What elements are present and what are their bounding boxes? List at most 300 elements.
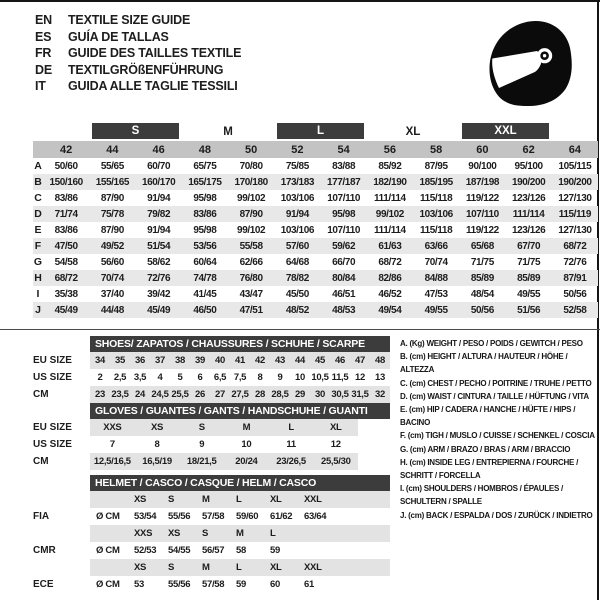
numeric-size: 56: [367, 141, 413, 158]
helmet-size-value: 57/58: [202, 579, 225, 590]
measure-value: 67/70: [506, 238, 552, 254]
size-value: 36: [130, 352, 150, 369]
measure-value: 190/200: [506, 174, 552, 190]
size-value: M: [224, 419, 269, 436]
size-value: 24: [130, 386, 150, 403]
measure-value: 55/58: [228, 238, 274, 254]
measure-value: 182/190: [367, 174, 413, 190]
measure-row-letter: C: [34, 192, 42, 204]
gloves-row: [33, 453, 390, 470]
size-value: 11,5: [331, 372, 349, 383]
size-value: 48: [370, 352, 390, 369]
helmet-size-table: [33, 491, 390, 593]
measure-value: 107/110: [459, 206, 505, 222]
legend-item: H. (cm) INSIDE LEG / ENTREPIERNA / FOURCHE / SCHRITT / FORCELLA: [400, 457, 579, 481]
helmet-size-value: 59: [236, 579, 246, 590]
size-value: 35: [110, 352, 130, 369]
size-value: 39: [190, 352, 210, 369]
measure-value: 87/90: [100, 224, 124, 236]
row-label: [33, 525, 90, 542]
legend-item: D. (cm) WAIST / CINTURA / TAILLE / HÜFTUNG / VITA: [400, 391, 589, 401]
measure-value: 107/110: [327, 192, 361, 204]
size-value: 43: [270, 352, 290, 369]
measure-value: 72/76: [563, 256, 587, 268]
measure-row-letter: H: [34, 272, 42, 284]
measure-value: 64/68: [285, 256, 309, 268]
size-value: 32: [370, 386, 390, 403]
size-value: 18/21,5: [179, 453, 224, 470]
measure-value: 48/54: [470, 288, 494, 300]
size-value: XL: [313, 419, 358, 436]
helmet-row: [33, 559, 390, 576]
measure-value: 155/165: [89, 174, 135, 190]
measure-value: 76/80: [228, 270, 274, 286]
size-value: 27: [210, 386, 230, 403]
numeric-size: 62: [506, 141, 552, 158]
measure-value: 170/180: [228, 174, 274, 190]
measure-value: 103/106: [413, 206, 459, 222]
size-value: 28,5: [270, 386, 290, 403]
helmet-size-label: XXL: [298, 559, 332, 576]
language-code: ES: [35, 29, 52, 44]
numeric-size: 54: [321, 141, 367, 158]
shoes-row: [33, 369, 390, 386]
measure-value: 90/100: [468, 160, 497, 172]
measure-value: 87/90: [100, 192, 124, 204]
measure-row-letter: E: [34, 224, 42, 236]
measure-value: 50/56: [563, 288, 587, 300]
measure-value: 165/175: [182, 174, 228, 190]
legend-item: I. (cm) SHOULDERS / HOMBROS / ÉPAULES / SCHULTERN / SPALLE: [400, 484, 564, 507]
measure-value: 119/122: [465, 192, 499, 204]
measure-value: 49/55: [517, 288, 541, 300]
measure-value: 85/89: [506, 270, 552, 286]
measure-value: 95/100: [514, 160, 543, 172]
guide-title-it: GUIDA ALLE TAGLIE TESSILI: [68, 79, 238, 93]
measure-value: 115/118: [420, 224, 453, 236]
standard-label-ece: ECE: [33, 579, 54, 590]
measure-value: 91/94: [147, 192, 171, 204]
size-value: 28: [250, 386, 270, 403]
measure-value: 83/86: [54, 192, 78, 204]
measure-value: 123/126: [511, 224, 546, 236]
helmet-row: [33, 508, 390, 525]
size-value: 7,5: [233, 372, 247, 383]
numeric-size: 60: [459, 141, 505, 158]
measure-value: 43/47: [239, 288, 263, 300]
measure-value: 79/82: [136, 206, 182, 222]
measure-value: 55/65: [100, 160, 124, 172]
size-group-xxl: XXL: [462, 123, 549, 139]
size-value: 4: [157, 372, 163, 383]
measure-value: 71/75: [470, 256, 494, 268]
measure-value: 62/66: [239, 256, 263, 268]
measure-value: 44/48: [89, 302, 135, 318]
helmet-size-label: M: [230, 525, 264, 542]
measure-value: 65/75: [193, 160, 217, 172]
size-value: 26: [190, 386, 210, 403]
size-value: 44: [290, 352, 310, 369]
size-value: 9: [199, 439, 205, 450]
guide-title-de: TEXTILGRÖßENFÜHRUNG: [68, 62, 224, 77]
row-label: US SIZE: [33, 439, 72, 450]
helmet-size-value: 60: [270, 579, 280, 590]
helmet-size-label: XS: [128, 491, 162, 508]
size-value: 25,5: [170, 386, 190, 403]
helmet-size-value: 53: [134, 579, 144, 590]
language-row-fr: [35, 45, 241, 62]
row-filler: [332, 559, 390, 576]
measure-value: 111/114: [506, 206, 552, 222]
top-border-line: [0, 0, 600, 2]
size-value: 23,5: [110, 386, 130, 403]
measure-value: 75/78: [89, 206, 135, 222]
language-row-en: [35, 12, 241, 29]
measure-value: 47/51: [228, 302, 274, 318]
measure-value: 46/50: [182, 302, 228, 318]
size-value: 31,5: [350, 386, 370, 403]
measure-value: 41/45: [193, 288, 217, 300]
size-group-spacer: [552, 122, 598, 141]
measure-value: 65/68: [459, 238, 505, 254]
helmet-size-label: XL: [264, 491, 298, 508]
guide-title-en: TEXTILE SIZE GUIDE: [68, 13, 191, 27]
language-code: IT: [35, 79, 46, 93]
numeric-size-spacer: [33, 141, 43, 158]
measure-value: 48/52: [274, 302, 320, 318]
measure-row-letter: J: [33, 302, 43, 318]
measure-value: 83/88: [332, 160, 356, 172]
gloves-row: [33, 436, 390, 453]
helmet-row: [33, 542, 390, 559]
measure-value: 70/74: [424, 256, 448, 268]
language-row-de: [35, 62, 241, 79]
size-group-xl: XL: [405, 125, 421, 138]
numeric-size: 46: [136, 141, 182, 158]
standard-label-fia: FIA: [33, 511, 50, 522]
measure-value: 56/60: [100, 256, 124, 268]
helmet-size-label: L: [230, 491, 264, 508]
size-value: 46: [330, 352, 350, 369]
size-value: 10: [295, 372, 305, 383]
measure-value: 72/76: [136, 270, 182, 286]
size-value: 8: [154, 439, 160, 450]
language-row-es: [35, 29, 241, 46]
measure-value: 83/86: [182, 206, 228, 222]
helmet-size-label: S: [162, 559, 196, 576]
helmet-size-label: L: [230, 559, 264, 576]
size-value: 11: [286, 439, 296, 450]
size-value: 16,5/19: [135, 453, 180, 470]
size-group-spacer: [33, 122, 89, 141]
measure-value: 87/95: [424, 160, 448, 172]
measure-value: 54/58: [54, 256, 78, 268]
size-value: 23/26,5: [269, 453, 314, 470]
legend-item: E. (cm) HIP / CADERA / HANCHE / HÜFTE / HIPS / BACINO: [400, 405, 576, 428]
measure-value: 127/130: [558, 224, 592, 236]
measure-value: 160/170: [136, 174, 182, 190]
size-value: 34: [90, 352, 110, 369]
gloves-section-header: GLOVES / GUANTES / GANTS / HANDSCHUHE / GUANTI: [90, 403, 390, 419]
legend-item: A. (Kg) WEIGHT / PESO / POIDS / GEWITCH / PESO: [400, 339, 583, 348]
measure-value: 85/89: [459, 270, 505, 286]
standard-label-cmr: CMR: [33, 545, 56, 556]
row-label: EU SIZE: [33, 355, 72, 366]
size-value: 5: [177, 372, 183, 383]
measure-value: 74/78: [182, 270, 228, 286]
measure-value: 80/84: [321, 270, 367, 286]
apparel-size-table: [33, 122, 598, 318]
helmet-size-label: M: [196, 559, 230, 576]
measure-value: 50/56: [459, 302, 505, 318]
measure-row-letter: A: [34, 160, 42, 172]
helmet-row: [33, 491, 390, 508]
measure-value: 47/53: [424, 288, 448, 300]
measure-value: 46/52: [378, 288, 402, 300]
row-filler: [332, 508, 390, 525]
measure-value: 49/55: [413, 302, 459, 318]
measure-value: 51/56: [506, 302, 552, 318]
row-label: CM: [33, 456, 49, 467]
measure-value: 123/126: [511, 192, 546, 204]
measure-value: 103/106: [280, 192, 315, 204]
size-value: 24,5: [150, 386, 170, 403]
measure-value: 190/200: [552, 174, 598, 190]
helmet-size-value: 61/62: [270, 511, 293, 522]
size-value: L: [269, 419, 314, 436]
size-value: 8: [257, 372, 263, 383]
measure-value: 85/92: [378, 160, 402, 172]
measure-value: 185/195: [413, 174, 459, 190]
measure-value: 46/51: [332, 288, 356, 300]
size-value: 25,5/30: [313, 453, 358, 470]
measure-value: 115/118: [420, 192, 453, 204]
measure-value: 48/53: [321, 302, 367, 318]
measure-value: 107/110: [327, 224, 361, 236]
size-value: 30,5: [330, 386, 350, 403]
measure-row-letter: G: [33, 256, 43, 268]
measure-value: 68/72: [378, 256, 402, 268]
size-value: 12: [330, 439, 341, 450]
helmet-size-label: S: [162, 491, 196, 508]
size-value: 23: [90, 386, 110, 403]
helmet-section-header: HELMET / CASCO / CASQUE / HELM / CASCO: [90, 475, 390, 491]
helmet-size-value: [298, 542, 332, 559]
size-group-m: M: [223, 125, 233, 138]
helmet-size-label: S: [196, 525, 230, 542]
measure-value: 127/130: [558, 192, 592, 204]
row-filler: [332, 525, 390, 542]
size-value: 13: [375, 372, 385, 383]
helmet-size-label: XXS: [128, 525, 162, 542]
measure-value: 78/82: [274, 270, 320, 286]
helmet-icon: [480, 12, 575, 107]
measure-value: 87/91: [552, 270, 598, 286]
legend-item: C. (cm) CHEST / PECHO / POITRINE / TRUHE / PETTO: [400, 378, 592, 388]
size-value: 27,5: [230, 386, 250, 403]
unit-spacer: [90, 525, 128, 542]
measure-value: 115/119: [552, 206, 598, 222]
language-code: EN: [35, 13, 52, 27]
shoes-row: [33, 352, 390, 369]
numeric-size: 44: [89, 141, 135, 158]
helmet-size-value: 57/58: [202, 511, 225, 522]
guide-title-fr: GUIDE DES TAILLES TEXTILE: [68, 46, 242, 60]
measure-value: 60/64: [193, 256, 217, 268]
helmet-size-label: M: [196, 491, 230, 508]
measure-value: 49/54: [367, 302, 413, 318]
size-value: 30: [310, 386, 330, 403]
helmet-row: [33, 576, 390, 593]
helmet-size-value: 55/56: [168, 511, 191, 522]
measure-value: 47/50: [43, 238, 89, 254]
size-value: 12: [355, 372, 365, 383]
measure-value: 87/90: [228, 206, 274, 222]
measure-value: 39/42: [147, 288, 171, 300]
unit-spacer: [90, 559, 128, 576]
measurement-legend: [400, 337, 597, 522]
measure-value: 99/102: [367, 206, 413, 222]
size-value: 12,5/16,5: [90, 453, 135, 470]
size-value: 2,5: [113, 372, 127, 383]
measure-value: 49/52: [89, 238, 135, 254]
size-value: 47: [350, 352, 370, 369]
measure-value: 70/80: [239, 160, 263, 172]
helmet-size-label: XL: [264, 559, 298, 576]
size-value: 6: [197, 372, 203, 383]
measure-value: 51/54: [136, 238, 182, 254]
size-value: 6,5: [213, 372, 227, 383]
unit-label: Ø CM: [96, 511, 120, 522]
measure-value: 103/106: [280, 224, 315, 236]
measure-value: 99/102: [237, 192, 266, 204]
measure-value: 150/160: [43, 174, 89, 190]
size-value: 10,5: [311, 372, 329, 383]
measure-value: 111/114: [374, 224, 406, 236]
measure-value: 111/114: [374, 192, 406, 204]
measure-value: 95/98: [193, 224, 217, 236]
helmet-size-label: XS: [162, 525, 196, 542]
numeric-size: 42: [43, 141, 89, 158]
size-value: 41: [230, 352, 250, 369]
size-value: 40: [210, 352, 230, 369]
helmet-size-value: 59/60: [236, 511, 259, 522]
measure-value: 84/88: [413, 270, 459, 286]
size-value: 29: [290, 386, 310, 403]
size-value: 7: [109, 439, 115, 450]
helmet-size-value: 53/54: [134, 511, 157, 522]
numeric-size: 50: [228, 141, 274, 158]
size-value: XXS: [90, 419, 135, 436]
helmet-size-label: [298, 525, 332, 542]
size-value: 3,5: [133, 372, 147, 383]
measure-value: 68/72: [43, 270, 89, 286]
helmet-size-label: L: [264, 525, 298, 542]
row-label: [33, 491, 90, 508]
size-group-l: L: [277, 123, 364, 139]
measure-value: 173/183: [274, 174, 320, 190]
numeric-size: 48: [182, 141, 228, 158]
section-divider-line: [0, 329, 600, 330]
size-value: 20/24: [224, 453, 269, 470]
size-value: 10: [241, 439, 252, 450]
row-label: EU SIZE: [33, 422, 72, 433]
legend-item: F. (cm) TIGH / MUSLO / CUISSE / SCHENKEL / COSCIA: [400, 431, 595, 441]
shoes-row: [33, 386, 390, 403]
size-value: 37: [150, 352, 170, 369]
row-filler: [332, 491, 390, 508]
helmet-size-value: 63/64: [304, 511, 327, 522]
size-value: 2: [97, 372, 103, 383]
language-header: [35, 12, 241, 95]
measure-value: 52/58: [552, 302, 598, 318]
helmet-size-label: XXL: [298, 491, 332, 508]
helmet-size-value: 52/53: [134, 545, 157, 556]
legend-item: J. (cm) BACK / ESPALDA / DOS / ZURÜCK / INDIETRO: [400, 510, 593, 520]
shoes-section-header: SHOES/ ZAPATOS / CHAUSSURES / SCHUHE / SCARPE: [90, 336, 390, 352]
row-label: US SIZE: [33, 372, 72, 383]
gloves-row: [33, 419, 390, 436]
shoes-size-table: [33, 352, 390, 403]
measure-value: 45/49: [136, 302, 182, 318]
measure-row-letter: F: [34, 240, 42, 252]
helmet-size-label: XS: [128, 559, 162, 576]
unit-label: Ø CM: [96, 579, 120, 590]
measure-value: 95/98: [321, 206, 367, 222]
helmet-row: [33, 525, 390, 542]
gloves-size-table: [33, 419, 390, 470]
measure-value: 187/198: [459, 174, 505, 190]
size-value: 42: [250, 352, 270, 369]
measure-value: 45/49: [43, 302, 89, 318]
helmet-size-value: 59: [270, 545, 280, 556]
measure-value: 50/60: [54, 160, 78, 172]
row-filler: [332, 576, 390, 593]
measure-value: 91/94: [147, 224, 171, 236]
measure-value: 105/115: [558, 160, 592, 172]
size-value: 9: [277, 372, 283, 383]
size-value: XS: [135, 419, 180, 436]
measure-value: 60/70: [147, 160, 171, 172]
measure-value: 83/86: [54, 224, 78, 236]
measure-value: 177/187: [321, 174, 367, 190]
guide-title-es: GUÍA DE TALLAS: [68, 29, 169, 44]
measure-value: 35/38: [54, 288, 78, 300]
size-value: S: [179, 419, 224, 436]
legend-item: B. (cm) HEIGHT / ALTURA / HAUTEUR / HÖHE / ALTEZZA: [400, 352, 568, 375]
measure-value: 99/102: [237, 224, 266, 236]
measure-value: 61/63: [367, 238, 413, 254]
measure-value: 71/75: [517, 256, 541, 268]
measure-value: 75/85: [285, 160, 309, 172]
measure-value: 37/40: [100, 288, 124, 300]
numeric-size: 58: [413, 141, 459, 158]
measure-value: 45/50: [285, 288, 309, 300]
helmet-size-value: 56/57: [202, 545, 225, 556]
measure-value: 119/122: [465, 224, 499, 236]
helmet-size-value: 61: [304, 579, 314, 590]
helmet-size-value: 54/55: [168, 545, 191, 556]
language-code: FR: [35, 46, 52, 60]
unit-label: Ø CM: [96, 545, 120, 556]
measure-value: 68/72: [552, 238, 598, 254]
language-row-it: [35, 78, 241, 95]
size-value: 38: [170, 352, 190, 369]
size-value: 45: [310, 352, 330, 369]
unit-spacer: [90, 491, 128, 508]
row-label: [33, 559, 90, 576]
measure-value: 53/56: [182, 238, 228, 254]
